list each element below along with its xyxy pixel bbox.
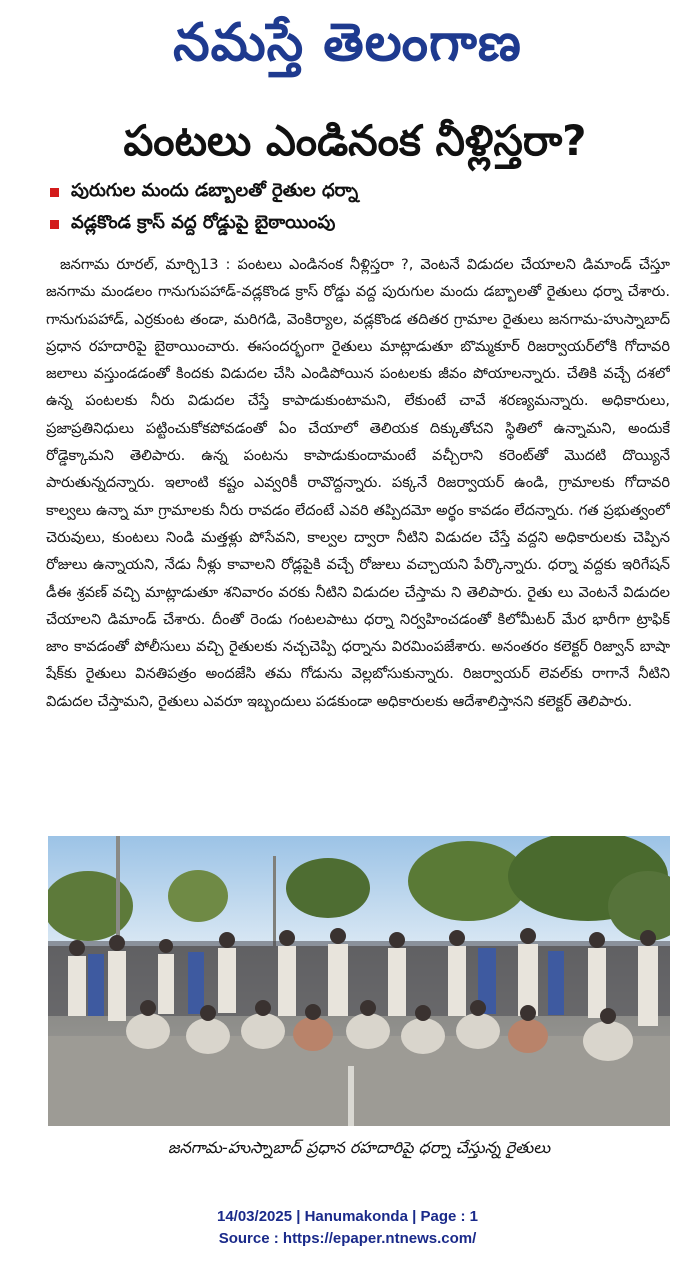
red-square-bullet-icon <box>50 188 59 197</box>
subhead-text: పురుగుల మందు డబ్బాలతో రైతుల ధర్నా <box>71 179 359 201</box>
newspaper-masthead: నమస్తే తెలంగాణ <box>173 13 522 73</box>
photo-caption: జనగామ-హుస్నాబాద్ ప్రధాన రహదారిపై ధర్నా చేస్తున్న రైతులు <box>167 1138 551 1157</box>
subhead-text: వడ్లకొండ క్రాస్ వద్ద రోడ్డుపై బైఠాయింపు <box>71 211 336 233</box>
page-footer <box>0 1206 695 1250</box>
protest-photo-illustration <box>48 836 670 1126</box>
subhead-item <box>50 176 670 208</box>
subhead-item <box>50 208 670 240</box>
red-square-bullet-icon <box>50 220 59 229</box>
edition-info: 14/03/2025 | Hanumakonda | Page : 1 <box>216 1208 478 1225</box>
article-headline: పంటలు ఎండినంక నీళ్లిస్తరా? <box>123 116 587 165</box>
subheads-list <box>50 176 670 240</box>
source-link[interactable]: Source : https://epaper.ntnews.com/ <box>218 1230 477 1247</box>
news-photo <box>48 836 670 1126</box>
article-body: జనగామ రూరల్, మార్చి13 : పంటలు ఎండినంక నీళ్లిస్తరా ?, వెంటనే విడుదల చేయాలని డిమాండ్ చేస్తూ జనగామ మండలం గానుగుపహాడ్-వడ్లకొండ క్రాస్ రోడ్డు వద్ద పురుగుల మందు డబ్బాలతో రైతులు ధర్నా చేశారు. గానుగుపహాడ్, ఎర్రకుంట తండా, మరిగడి, వెంకిర్యాల, వడ్లకొండ తదితర గ్రామాల రైతులు జనగామ-హుస్నాబాద్ ప్రధాన రహదారిపై బైఠాయించారు. ఈసందర్భంగా రైతులు మాట్లాడుతూ బొమ్మకూర్ రిజర్వాయర్‌లోకి గోదావరి జలాలు వస్తుండడంతో కిందకు విడుదల చేసి ఎండిపోయిన పంటలకు జీవం పోయాలన్నారు. చేతికి వచ్చే దశలో ఉన్న పంటలకు నీరు విడుదల చేస్తే కాపాడుకుంటామని, లేకుంటే చావే శరణ్యమన్నారు. అధికారులు, ప్రజాప్రతినిధులు పట్టించుకోకపోవడంతో ఏం చేయాలో తెలియక దిక్కుతోచని స్థితిలో ఉన్నామని, అందుకే రోడ్డెక్కామని తెలిపారు. ఉన్న పంటను కాపాడుకుందామంటే వచ్చీరాని కరెంట్‌తో మొదటి దొయ్యినే పారుతున్నదన్నారు. ఇలాంటి కష్టం ఎవ్వరికీ రావొద్దన్నారు. పక్కనే రిజర్వాయర్ ఉండి, గ్రామాలకు గోదావరి కాల్వలు ఉన్నా మా గ్రామాలకు నీరు రావడం లేదంటే ఎవరి తప్పిదమో అర్థం కావడం లేదన్నారు. గత ప్రభుత్వంలో చెరువులు, కుంటలు నిండి మత్తళ్లు పోసేవని, కాల్వల ద్వారా నీటిని విడుదల చేస్తే వద్దని అధికారులకు చెప్పిన రోజులు ఉన్నాయని, నేడు నీళ్లు కావాలని రోడ్లపైకి వచ్చే రోజులు వచ్చాయని పేర్కొన్నారు. ధర్నా వద్దకు ఇరిగేషన్ డీఈ శ్రవణ్ వచ్చి మాట్లాడుతూ శనివారం వరకు నీటిని విడుదల చేస్తామ ని తెలిపారు. రైతు లు వెంటనే విడుదల చేయాలని డిమాండ్ చేశారు. దీంతో రెండు గంటలపాటు ధర్నా నిర్వహించడంతో కిలోమీటర్ మేర భారీగా ట్రాఫిక్ జాం కావడంతో పోలీసులు వచ్చి రైతులకు నచ్చచెప్పి ధర్నాను విరమింపజేశారు. అనంతరం కలెక్టర్ రిజ్వాన్ బాషా షేక్‌కు రైతులు వినతిపత్రం అందజేసి తమ గోడును వెల్లబోసుకున్నారు. రిజర్వాయర్ లెవల్‌కు రాగానే నీటిని విడుదల చేస్తామని, రైతులు ఎవరూ ఇబ్బందులు పడకుండా అధికారులకు ఆదేశాలిస్తానని కలెక్టర్ తెలిపారు. <box>46 256 670 710</box>
